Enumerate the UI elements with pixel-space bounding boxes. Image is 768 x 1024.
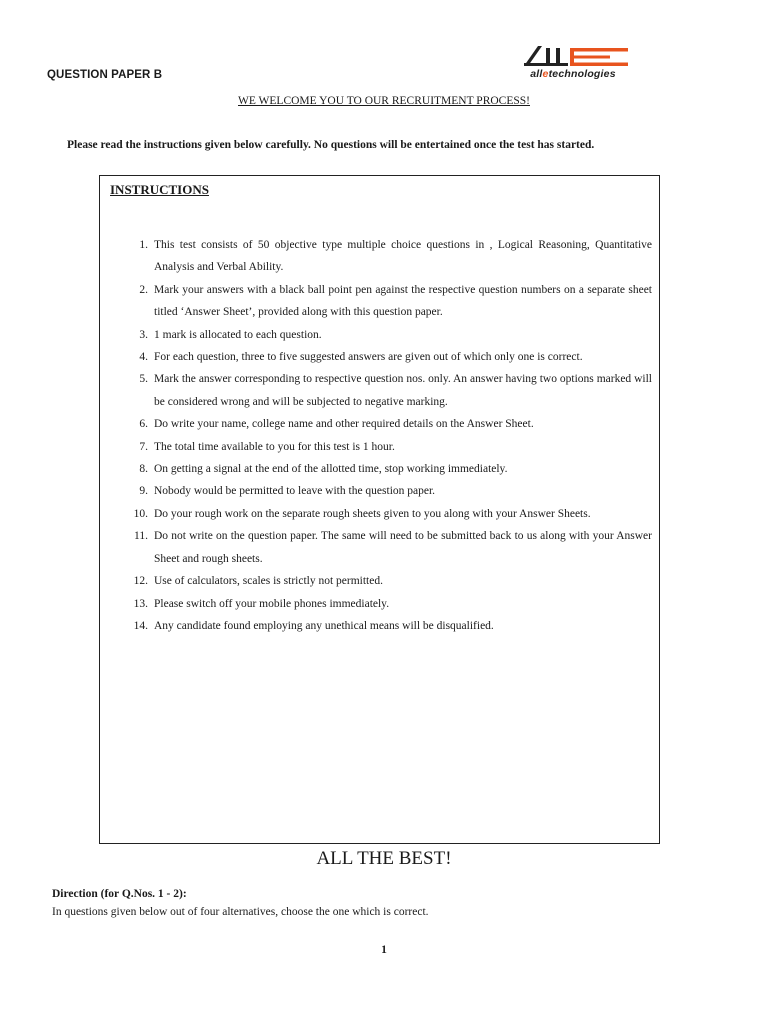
instructions-list: [100, 234, 661, 637]
logo-text: alletechnologies: [530, 68, 616, 80]
direction-text: In questions given below out of four alternatives, choose the one which is correct.: [52, 906, 429, 918]
list-item: 5. Mark the answer corresponding to respective question nos. only. An answer having two options marked will be considered wrong and will be subjected to negative marking.: [139, 373, 652, 408]
page-number: 1: [381, 944, 387, 956]
logo-mark-icon: [508, 44, 638, 68]
closing-message: ALL THE BEST!: [316, 848, 452, 869]
list-item: 7. The total time available to you for this test is 1 hour.: [139, 440, 395, 453]
list-item: 1. This test consists of 50 objective type multiple choice questions in , Logical Reasoning, Quantitative Analysis and Verbal Ability.: [139, 239, 652, 274]
direction-heading: Direction (for Q.Nos. 1 - 2):: [52, 888, 187, 900]
list-item: 2. Mark your answers with a black ball point pen against the respective question numbers on a separate sheet titled ‘Answer Sheet’, provided along with this question paper.: [139, 283, 652, 319]
paper-label: QUESTION PAPER B: [47, 69, 163, 81]
list-item: 8. On getting a signal at the end of the allotted time, stop working immediately.: [139, 463, 508, 476]
list-item: 3. 1 mark is allocated to each question.: [139, 328, 322, 341]
instructions-box: [99, 175, 660, 844]
list-item: 11. Do not write on the question paper. The same will need to be submitted back to us along with your Answer Sheet and rough sheets.: [134, 530, 652, 565]
list-item: 13. Please switch off your mobile phones immediately.: [133, 597, 390, 610]
instructions-title: INSTRUCTIONS: [110, 182, 209, 197]
list-item: 10. Do your rough work on the separate rough sheets given to you along with your Answer Sheets.: [133, 507, 591, 520]
list-item: 9. Nobody would be permitted to leave with the question paper.: [139, 485, 436, 498]
welcome-heading: WE WELCOME YOU TO OUR RECRUITMENT PROCESS!: [238, 95, 530, 107]
notice-text: Please read the instructions given below carefully. No questions will be entertained once the test has started.: [67, 139, 595, 151]
list-item: 4. For each question, three to five suggested answers are given out of which only one is correct.: [139, 351, 583, 364]
list-item: 14. Any candidate found employing any unethical means will be disqualified.: [133, 619, 494, 632]
company-logo: [508, 44, 638, 84]
list-item: 12. Use of calculators, scales is strictly not permitted.: [133, 575, 383, 588]
list-item: 6. Do write your name, college name and other required details on the Answer Sheet.: [139, 418, 534, 431]
